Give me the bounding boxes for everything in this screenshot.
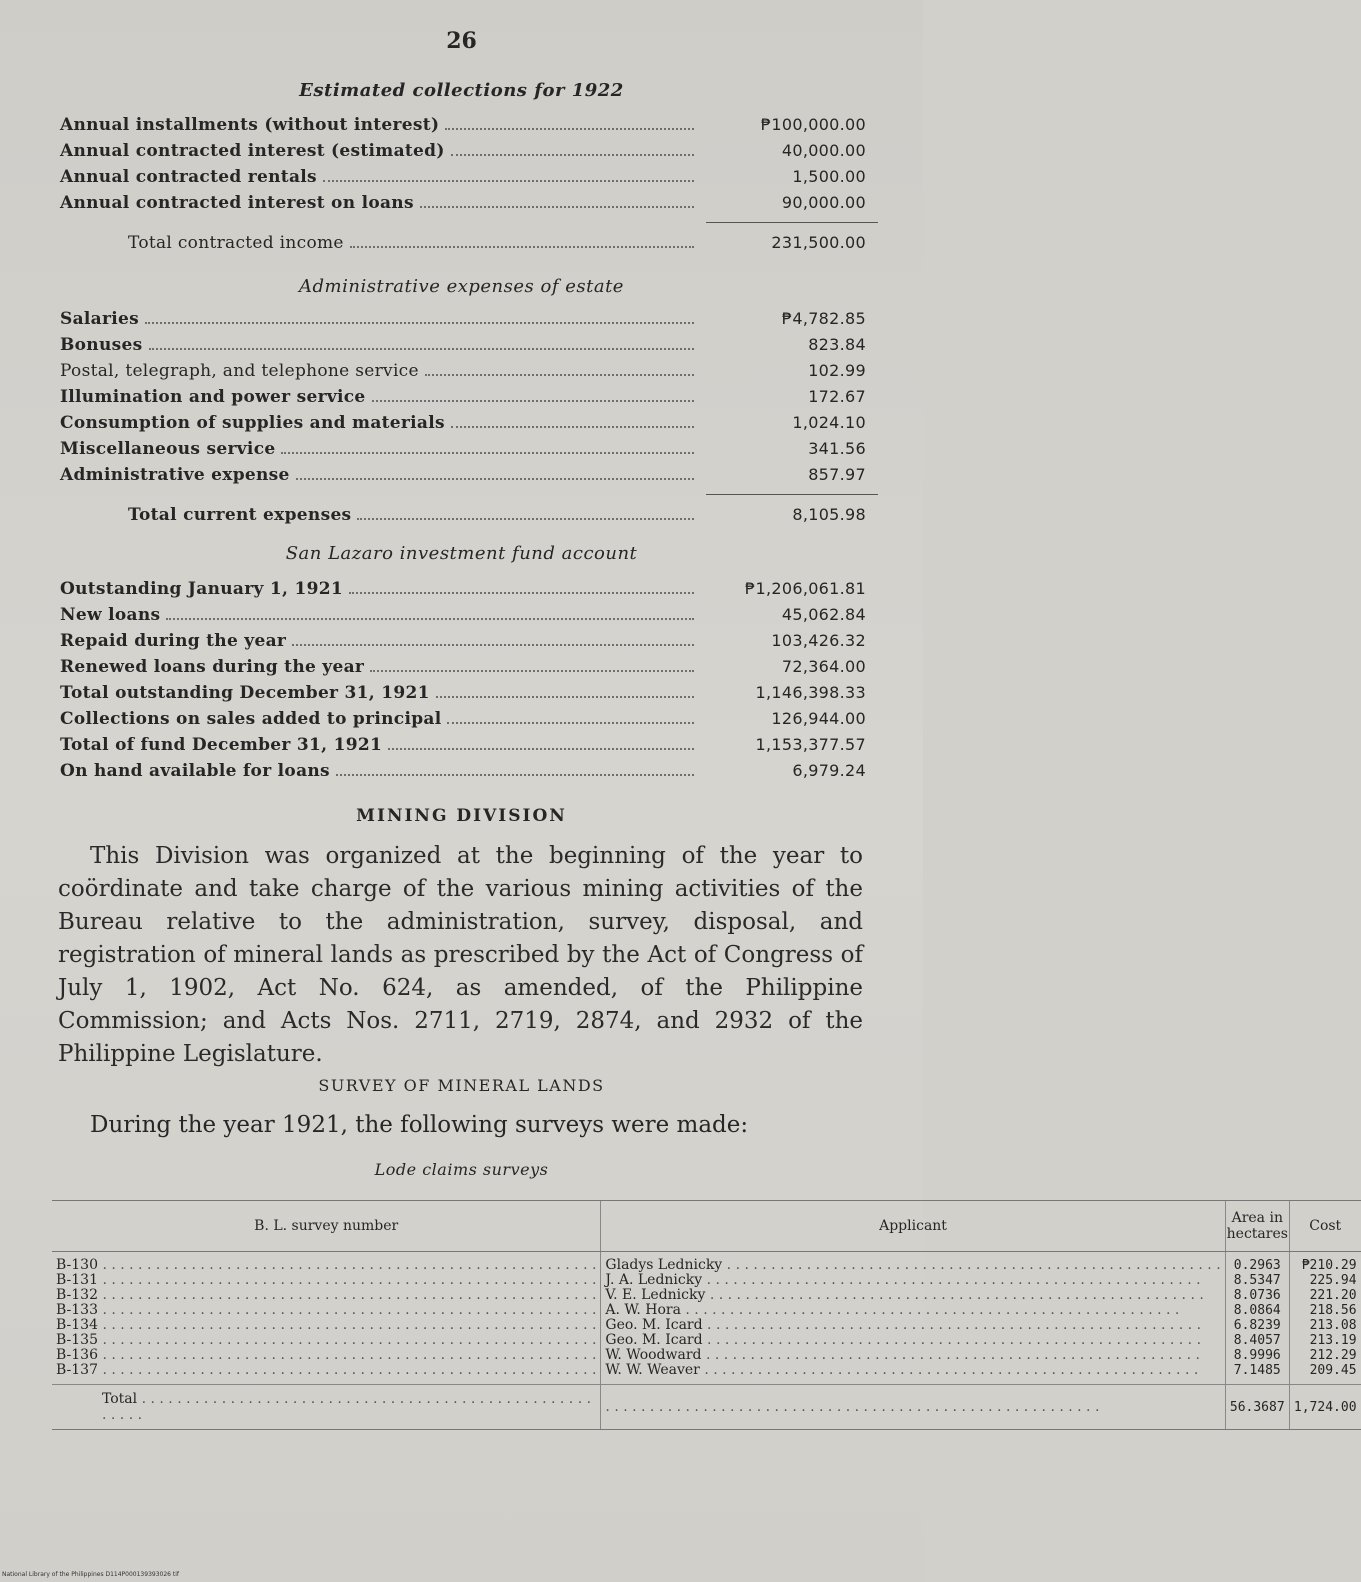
ledger-label: On hand available for loans [60, 761, 330, 781]
ledger-label: Annual contracted interest (estimated) [60, 141, 445, 161]
ledger-label: Postal, telegraph, and telephone service [60, 361, 419, 381]
ledger-label: Renewed loans during the year [60, 657, 365, 677]
applicant-column [601, 1252, 1225, 1385]
cost-value: ₱210.29 [1301, 1258, 1357, 1273]
ledger-row [60, 164, 880, 190]
ledger-amount: 1,153,377.57 [755, 735, 866, 754]
survey-number: B-137 . . . [56, 1363, 596, 1378]
ledger-row [60, 758, 880, 784]
applicant-name: Gladys Lednicky . . . [605, 1258, 1220, 1273]
subtotal-rule [706, 494, 878, 495]
ledger-label: Salaries [60, 309, 139, 329]
survey-number-column [52, 1252, 601, 1385]
ledger-label: Collections on sales added to principal [60, 709, 442, 729]
ledger-row [60, 436, 880, 462]
ledger-label: Administrative expense [60, 465, 290, 485]
admin-total [60, 502, 880, 528]
page-number: 26 [446, 28, 477, 54]
ledger-row [60, 628, 880, 654]
total-leader [605, 1399, 1099, 1415]
cost-value: 218.56 [1309, 1303, 1357, 1318]
ledger-label: Miscellaneous service [60, 439, 276, 459]
area-column [1225, 1252, 1289, 1385]
ledger-row [60, 112, 880, 138]
ledger-amount: 90,000.00 [781, 193, 866, 212]
cost-value: 209.45 [1309, 1363, 1357, 1378]
ledger-amount: 1,024.10 [792, 413, 866, 432]
cost-value: 225.94 [1309, 1273, 1357, 1288]
ledger-label: Annual contracted rentals [60, 167, 317, 187]
ledger-label: Total of fund December 31, 1921 [60, 735, 383, 755]
ledger-row [60, 576, 880, 602]
area-value: 8.9996 [1233, 1348, 1281, 1363]
ledger-row [60, 706, 880, 732]
applicant-name: V. E. Lednicky . . . [605, 1288, 1220, 1303]
survey-number: B-132 . . . [56, 1288, 596, 1303]
total-row [60, 230, 880, 256]
total-area: 56.3687 [1225, 1385, 1289, 1430]
applicant-name: A. W. Hora . . . [605, 1303, 1220, 1318]
table-body [52, 1252, 1361, 1385]
ledger-row [60, 410, 880, 436]
cost-column [1289, 1252, 1360, 1385]
ledger-amount: 45,062.84 [781, 605, 866, 624]
admin-title: Administrative expenses of estate [299, 276, 624, 297]
survey-number: B-133 . . . [56, 1303, 596, 1318]
ledger-label: Total outstanding December 31, 1921 [60, 683, 430, 703]
total-label: Total . . . [102, 1391, 591, 1423]
survey-intro: During the year 1921, the following surveys were made: [90, 1112, 749, 1138]
applicant-name: Geo. M. Icard . . . [605, 1318, 1220, 1333]
cost-value: 213.08 [1309, 1318, 1357, 1333]
ledger-label: Consumption of supplies and materials [60, 413, 445, 433]
area-value: 8.4057 [1233, 1333, 1281, 1348]
table-title: Lode claims surveys [374, 1160, 549, 1179]
ledger-amount: ₱1,206,061.81 [745, 579, 866, 598]
table-header-row [52, 1201, 1361, 1252]
area-value: 8.0736 [1233, 1288, 1281, 1303]
total-cost: 1,724.00 [1289, 1385, 1360, 1430]
total-label: Total current expenses [128, 505, 352, 525]
subtotal-rule [706, 222, 878, 223]
ledger-row [60, 462, 880, 488]
ledger-row [60, 680, 880, 706]
mining-heading: MINING DIVISION [356, 806, 567, 826]
scan-footer: National Library of the Philippines D114P000139393026 tif [2, 1571, 180, 1578]
ledger-amount: 857.97 [808, 465, 866, 484]
ledger-amount: 823.84 [808, 335, 866, 354]
survey-number: B-134 . . . [56, 1318, 596, 1333]
header-survey-number: B. L. survey number [52, 1201, 601, 1252]
survey-subheading: SURVEY OF MINERAL LANDS [318, 1076, 605, 1095]
ledger-amount: 172.67 [808, 387, 866, 406]
header-cost: Cost [1289, 1201, 1360, 1252]
lode-claims-table [52, 1200, 1361, 1430]
area-value: 8.5347 [1233, 1273, 1281, 1288]
ledger-row [60, 732, 880, 758]
ledger-amount: 102.99 [808, 361, 866, 380]
area-value: 0.2963 [1233, 1258, 1281, 1273]
paragraph-text: This Division was organized at the beginning of the year to coördinate and take charge of the various mining activities of the Bureau relative to the administration, survey, disposal, and registration of mineral lands as prescribed by the Act of Congress of July 1, 1902, Act No. 624, as amended, of the Philippine Commission; and Acts Nos. 2711, 2719, 2874, and 2932 of the Philippine Legislature. [58, 843, 863, 1067]
fund-ledger [60, 576, 880, 784]
total-amount: 231,500.00 [771, 233, 866, 252]
survey-number: B-130 . . . [56, 1258, 596, 1273]
ledger-amount: 1,500.00 [792, 167, 866, 186]
area-value: 7.1485 [1233, 1363, 1281, 1378]
ledger-row [60, 332, 880, 358]
applicant-name: J. A. Lednicky . . . [605, 1273, 1220, 1288]
ledger-amount: 126,944.00 [771, 709, 866, 728]
applicant-name: Geo. M. Icard . . . [605, 1333, 1220, 1348]
ledger-amount: 40,000.00 [781, 141, 866, 160]
ledger-label: Annual contracted interest on loans [60, 193, 414, 213]
header-area: Area in hectares [1225, 1201, 1289, 1252]
applicant-name: W. Woodward . . . [605, 1348, 1220, 1363]
admin-ledger [60, 306, 880, 488]
area-value: 8.0864 [1233, 1303, 1281, 1318]
cost-value: 212.29 [1309, 1348, 1357, 1363]
header-applicant: Applicant [601, 1201, 1225, 1252]
ledger-row [60, 306, 880, 332]
applicant-name: W. W. Weaver . . . [605, 1363, 1220, 1378]
total-row [60, 502, 880, 528]
ledger-row [60, 602, 880, 628]
ledger-row [60, 654, 880, 680]
ledger-row [60, 358, 880, 384]
collections-ledger [60, 112, 880, 216]
ledger-row [60, 384, 880, 410]
ledger-amount: 103,426.32 [771, 631, 866, 650]
survey-number: B-136 . . . [56, 1348, 596, 1363]
ledger-amount: 6,979.24 [792, 761, 866, 780]
fund-title: San Lazaro investment fund account [285, 543, 638, 564]
cost-value: 221.20 [1309, 1288, 1357, 1303]
ledger-amount: 72,364.00 [781, 657, 866, 676]
ledger-amount: ₱4,782.85 [781, 309, 866, 328]
ledger-label: Repaid during the year [60, 631, 287, 651]
survey-number: B-131 . . . [56, 1273, 596, 1288]
collections-title: Estimated collections for 1922 [299, 80, 624, 101]
ledger-row [60, 190, 880, 216]
ledger-label: Annual installments (without interest) [60, 115, 440, 135]
total-label: Total contracted income [128, 233, 344, 253]
ledger-amount: 1,146,398.33 [755, 683, 866, 702]
cost-value: 213.19 [1309, 1333, 1357, 1348]
total-amount: 8,105.98 [792, 505, 866, 524]
collections-total [60, 230, 880, 256]
ledger-amount: 341.56 [808, 439, 866, 458]
area-value: 6.8239 [1233, 1318, 1281, 1333]
ledger-amount: ₱100,000.00 [760, 115, 866, 134]
ledger-label: Bonuses [60, 335, 143, 355]
ledger-label: New loans [60, 605, 161, 625]
mining-paragraph [58, 840, 863, 1071]
table-total-row [52, 1385, 1361, 1430]
ledger-label: Outstanding January 1, 1921 [60, 579, 343, 599]
survey-number: B-135 . . . [56, 1333, 596, 1348]
ledger-row [60, 138, 880, 164]
ledger-label: Illumination and power service [60, 387, 366, 407]
